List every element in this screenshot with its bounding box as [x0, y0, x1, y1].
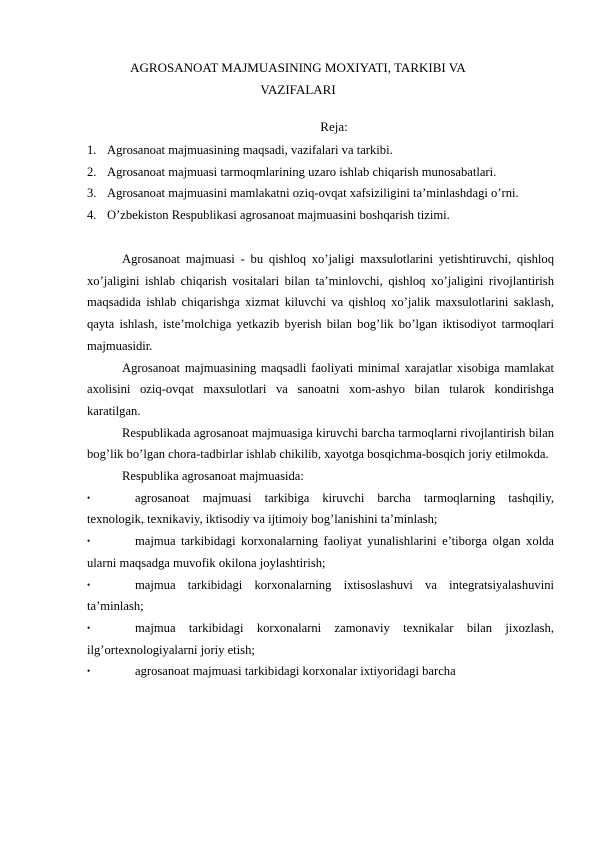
- bullet-icon: •: [87, 492, 91, 503]
- bullet-icon: •: [87, 622, 91, 633]
- bullet-icon: •: [87, 536, 91, 547]
- plan-item: [87, 162, 554, 184]
- paragraph: Respublikada agrosanoat majmuasiga kiruvchi barcha tarmoqlarni rivojlantirish bilan bog’lik bo’lgan chora-tadbirlar ishlab chikilib, xayotga bosqichma-bosqich joriy etilmokda.: [87, 425, 554, 462]
- bullet-text: majmua tarkibidagi korxonalarning faoliyat yunalishlarini e’tiborga olgan xolda ularni maqsadga muvofik okilona joylashtirish;: [87, 534, 554, 570]
- paragraph: Respublika agrosanoat majmuasida:: [122, 469, 304, 484]
- bullet-text: majmua tarkibidagi korxonalarni zamonaviy texnikalar bilan jixozlash, ilg’ortexnologiyalarni joriy etish;: [87, 620, 554, 657]
- plan-item-text: O’zbekiston Respublikasi agrosanoat majmuasini boshqarish tizimi.: [107, 207, 450, 222]
- bullet-item: [87, 575, 554, 618]
- bullet-item: [87, 531, 554, 574]
- bullet-item: [87, 488, 554, 531]
- plan-item: [87, 140, 554, 162]
- paragraph: Agrosanoat majmuasi - bu qishloq xo’jaligi maxsulotlarini yetishtiruvchi, qishloq xo’jaligini ishlab chiqarish vositalari bilan ta’minlovchi, qishloq xo’jaligini rivojlantirish maqsadida ishlab chiqarishga xizmat kiluvchi va qishloq xo’jalik maxsulotlarini saklash, qayta ishlash, iste’molchiga yetkazib byerish bilan bog’lik bo’lgan iktisodiyot tarmoqlari majmuasidir.: [87, 252, 554, 353]
- plan-item-number: 4.: [87, 207, 97, 222]
- plan-heading: Reja:: [320, 119, 348, 134]
- plan-item: [87, 205, 554, 227]
- plan-item-text: Agrosanoat majmuasining maqsadi, vazifalari va tarkibi.: [107, 143, 393, 157]
- bullet-text: agrosanoat majmuasi tarkibidagi korxonalar ixtiyoridagi barcha: [135, 664, 456, 679]
- plan-item-number: 1.: [87, 143, 97, 157]
- title-line-1: AGROSANOAT MAJMUASINING MOXIYATI, TARKIBI VA: [130, 60, 466, 75]
- plan-item: [87, 183, 554, 205]
- plan-list: [87, 140, 554, 226]
- bullet-icon: •: [87, 666, 91, 677]
- bullet-icon: •: [87, 579, 91, 590]
- bullet-item: [87, 618, 554, 661]
- title-line-2: VAZIFALARI: [260, 82, 336, 97]
- paragraph: Agrosanoat majmuasining maqsadli faoliyati minimal xarajatlar xisobiga mamlakat axolisini oziq-ovqat maxsulotlari va sanoatni xom-ashyo bilan tularok kondirishga karatilgan.: [87, 360, 554, 418]
- plan-item-text: Agrosanoat majmuasini mamlakatni oziq-ovqat xafsiziligini ta’minlashdagi o’rni.: [107, 186, 519, 201]
- body-text: [87, 249, 554, 683]
- plan-item-number: 3.: [87, 186, 97, 201]
- plan-item-text: Agrosanoat majmuasi tarmoqmlarining uzaro ishlab chiqarish munosabatlari.: [107, 164, 497, 179]
- plan-item-number: 2.: [87, 164, 97, 179]
- bullet-text: majmua tarkibidagi korxonalarning ixtisoslashuvi va integratsiyalashuvini ta’minlash;: [87, 577, 554, 614]
- document-title: [87, 58, 509, 100]
- bullet-item: [87, 661, 554, 683]
- bullet-text: agrosanoat majmuasi tarkibiga kiruvchi barcha tarmoqlarning tashqiliy, texnologik, texnikaviy, iktisodiy va ijtimoiy bog’lanishini ta’minlash;: [87, 490, 554, 527]
